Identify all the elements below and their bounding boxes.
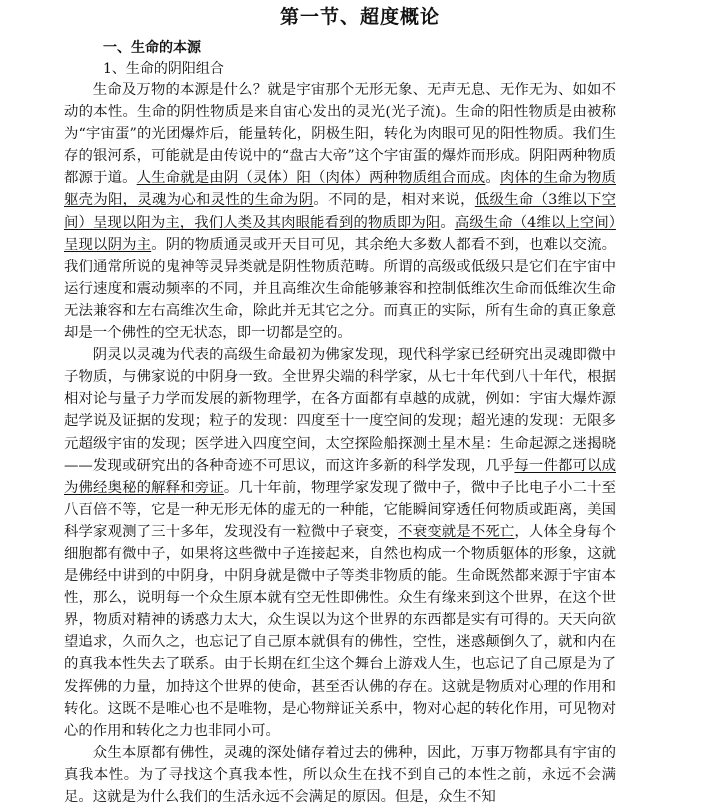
body-text [64,79,616,808]
paragraph-text: 众生本原都有佛性，灵魂的深处储存着过去的佛种，因此，万事万物都具有宇宙的真我本性。为了寻找这个真我本性，所以众生在找不到自己的本性之前，永远不会满足。这就是为什么我们的生活永远不会满足的原因。但是，众生不知 [64,744,616,805]
paragraph-buddha-nature [64,742,616,808]
paragraph-text: 。不同的是，相对来说， [313,192,475,209]
paragraph-text: 。几十年前，物理学家发现了微中子，微中子比电子小二十至八百倍不等，它是一种无形无体的虚无的一种能，它能瞬间穿透任何物质或距离，美国科学家观测了三十多年，发现没有一粒微中子衰变， [64,479,616,540]
section-heading: 一、生命的本源 [103,40,201,56]
underlined-phrase: 肉体的生命为物质躯壳为阳，灵魂为心和灵性的生命为阴 [64,170,616,209]
underlined-phrase: 人生命就是由阴（灵体）阳（肉体）两种物质组合而成 [136,170,486,187]
underlined-phrase: 每一件都可以成为佛经奥秘的解释和旁证 [64,457,616,496]
paragraph-text: ，人体全身每个细胞都有微中子，如果将这些微中子连接起来，自然也构成一个物质躯体的形象，这就是佛经中讲到的中阴身，中阴身就是微中子等类非物质的能。生命既然都来源于宇宙本性，那么，说明每一个众生原本就有空无性即佛性。众生有缘来到这个世界，在这个世界，物质对精神的诱惑力太大，众生误以为这个世界的东西都是实有可得的。天天向欲望追求，久而久之，也忘记了自己原本就俱有的佛性，空性，迷惑颠倒久了，就和内在的真我本性失去了联系。由于长期在红尘这个舞台上游戏人生，也忘记了自己原是为了发挥佛的力量，加持这个世界的使命，甚至否认佛的存在。这就是物质对心理的作用和转化。这既不是唯心也不是唯物，是心物辩证关系中，物对心起的转化作用，可见物对心的作用和转化之力也非同小可。 [64,523,616,739]
paragraph-text: 。 [485,170,500,187]
underlined-phrase: 不衰变就是不死亡 [398,523,515,540]
paragraph-text: 阴灵以灵魂为代表的高级生命最初为佛家发现，现代科学家已经研究出灵魂即微中子物质，与佛家说的中阴身一致。全世界尖端的科学家，从七十年代到八十年代，根据相对论与量子力学而发展的新物理学，在各方面都有卓越的成就，例如：宇宙大爆炸源起学说及证据的发现；粒子的发现：四度至十一度空间的发现；超光速的发现：无限多元超级宇宙的发现；医学进入四度空间，太空探险船探测土星木星：生命起源之迷揭晓——发现或研究出的各种奇迹不可思议，而这许多新的科学发现，几乎 [64,347,616,474]
paragraph-neutrino [64,344,616,742]
subsection-heading: 1、生命的阴阳组合 [103,61,224,77]
page-title: 第一节、超度概论 [279,6,440,28]
paragraph-yin-yang [64,79,616,344]
paragraph-text: 。阴的物质通灵或开天目可见，其余绝大多数人都看不到，也难以交流。我们通常所说的鬼神等灵异类就是阴性物质范畴。所谓的高级或低级只是它们在宇宙中运行速度和震动频率的不同，并且高维次生命能够兼容和控制低维次生命而低维次生命无法兼容和左右高维次生命，除此并无其它之分。而真正的实际，所有生命的真正象意却是一个佛性的空无状态，即一切都是空的。 [64,236,616,342]
underlined-phrase: 低级生命（3维以下空间）呈现以阳为主，我们人类及其肉眼能看到的物质即为阳 [64,192,616,231]
paragraph-text: 。 [440,214,455,231]
underlined-phrase: 高级生命（4维以上空间）呈现以阴为主 [64,214,616,253]
paragraph-text: 生命及万物的本源是什么？就是宇宙那个无形无象、无声无息、无作无为、如如不动的本性。生命的阴性物质是来自宙心发出的灵光(光子流)。生命的阳性物质是由被称为“宇宙蛋”的光团爆炸后，能量转化，阴极生阳，转化为肉眼可见的阳性物质。我们生存的银河系，可能就是由传说中的“盘古大帝”这个宇宙蛋的爆炸而形成。阴阳两种物质都源于道。 [64,82,616,187]
